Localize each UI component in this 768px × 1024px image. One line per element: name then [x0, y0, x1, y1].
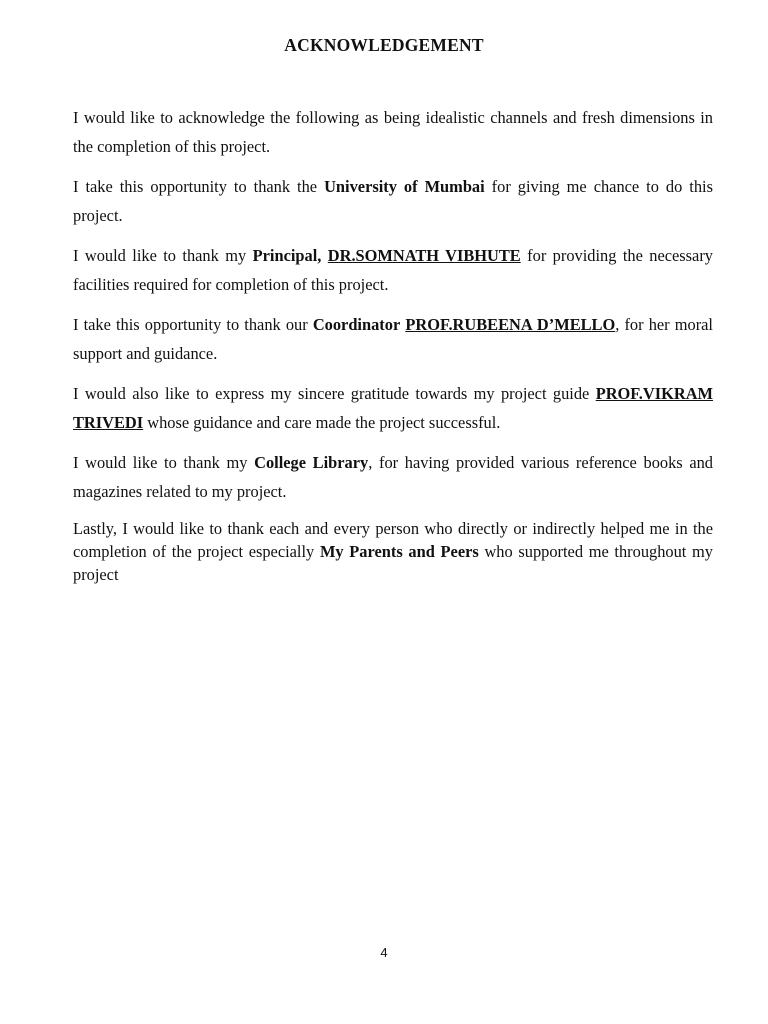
paragraph-intro	[73, 103, 713, 161]
paragraph-text: for giving me chance to do this project.	[73, 177, 713, 225]
paragraph-text: I would like to thank my	[73, 453, 255, 472]
paragraph-coordinator	[73, 310, 713, 368]
coordinator-label: Coordinator	[312, 315, 401, 334]
paragraph-library	[73, 448, 713, 506]
paragraph-text: who supported me throughout my project	[73, 542, 713, 584]
paragraph-text: I would like to acknowledge the following as being idealistic channels and fresh dimensions in the completion of this project.	[73, 108, 713, 156]
principal-label: Principal,	[252, 246, 322, 265]
paragraph-text: , for having provided various reference books and magazines related to my project.	[73, 453, 713, 501]
paragraph-text: I would also like to express my sincere gratitude towards my project guide	[73, 384, 596, 403]
coordinator-name: PROF.RUBEENA D’MELLO	[405, 315, 616, 334]
page-title: ACKNOWLEDGEMENT	[284, 35, 484, 55]
paragraph-text: whose guidance and care made the project successful.	[143, 413, 501, 432]
paragraph-text: I take this opportunity to thank our	[73, 315, 313, 334]
body-text	[73, 103, 713, 597]
paragraph-guide	[73, 379, 713, 437]
paragraph-text: I take this opportunity to thank the	[73, 177, 325, 196]
paragraph-closing	[73, 517, 713, 586]
guide-name: PROF.VIKRAM TRIVEDI	[73, 384, 713, 432]
paragraph-text: , for her moral support and guidance.	[73, 315, 713, 363]
paragraph-text: for providing the necessary facilities required for completion of this project.	[73, 246, 713, 294]
page-number: 4	[380, 945, 388, 960]
principal-name: DR.SOMNATH VIBHUTE	[327, 246, 521, 265]
paragraph-text: Lastly, I would like to thank each and every person who directly or indirectly helped me in the completion of the project especially	[73, 519, 713, 561]
paragraph-university	[73, 172, 713, 230]
paragraph-principal	[73, 241, 713, 299]
paragraph-text: I would like to thank my	[73, 246, 253, 265]
university-name: University of Mumbai	[324, 177, 485, 196]
library-name: College Library	[254, 453, 369, 472]
parents-peers: My Parents and Peers	[319, 542, 479, 561]
